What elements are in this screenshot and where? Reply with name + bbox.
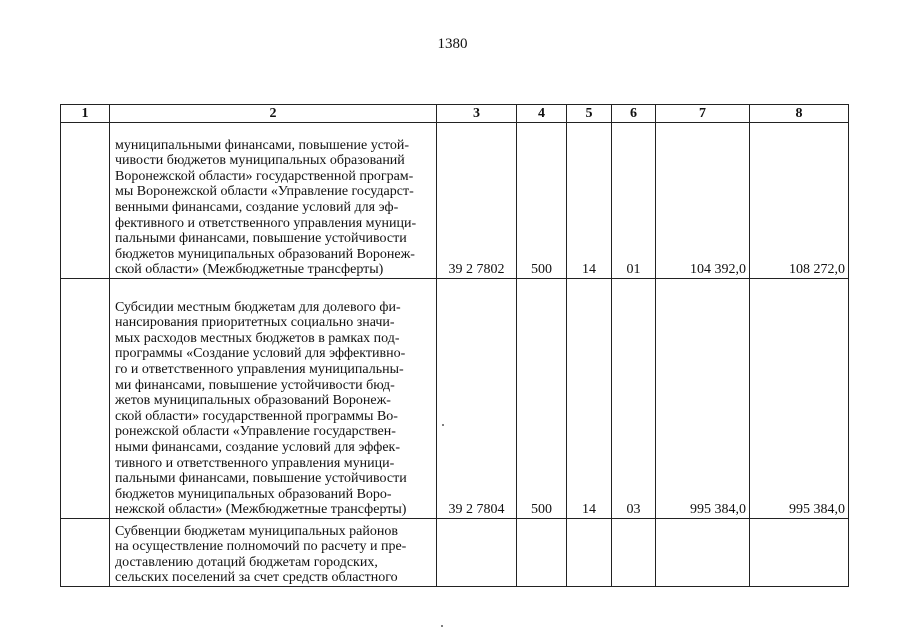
- description-line: венными финансами, создание условий для эф-: [115, 200, 399, 216]
- description-line: доставлению дотаций бюджетам городских,: [115, 554, 378, 570]
- header-cell: 5: [567, 105, 612, 123]
- col4-cell: 500: [517, 123, 567, 279]
- scan-speck: [442, 424, 444, 426]
- description-line: сельских поселений за счет средств областного: [115, 570, 398, 586]
- code-cell: [437, 519, 517, 587]
- table-row: [61, 519, 849, 587]
- description-line: пальными финансами, повышение устойчивости: [115, 471, 407, 487]
- amount-cell: 104 392,0: [656, 123, 750, 279]
- description-line: мы Воронежской области «Управление государст-: [115, 184, 414, 200]
- description-line: Субвенции бюджетам муниципальных районов: [115, 523, 398, 539]
- header-cell: 3: [437, 105, 517, 123]
- header-cell: 6: [612, 105, 656, 123]
- table-row: [61, 123, 849, 279]
- description-line: тивного и ответственного управления муници-: [115, 455, 395, 471]
- description-cell: [110, 123, 437, 279]
- header-cell: 2: [110, 105, 437, 123]
- description-cell: [110, 279, 437, 519]
- description-line: ми финансами, повышение устойчивости бюд-: [115, 377, 395, 393]
- amount-cell: [656, 519, 750, 587]
- col6-cell: 01: [612, 123, 656, 279]
- description-line: чивости бюджетов муниципальных образований: [115, 153, 405, 169]
- code-cell: 39 2 7802: [437, 123, 517, 279]
- description-line: ской области» государственной программы Во-: [115, 408, 398, 424]
- description-line: ронежской области «Управление государствен-: [115, 424, 396, 440]
- description-line: го и ответственного управления муниципальны-: [115, 362, 404, 378]
- description-line: бюджетов муниципальных образований Воро-: [115, 486, 392, 502]
- budget-table: [60, 104, 849, 587]
- col5-cell: 14: [567, 279, 612, 519]
- description-line: фективного и ответственного управления муници-: [115, 215, 417, 231]
- description-line: нежской области» (Межбюджетные трансферты): [115, 502, 407, 518]
- description-line: ской области» (Межбюджетные трансферты): [115, 262, 384, 278]
- header-cell: 8: [750, 105, 849, 123]
- description-line: Субсидии местным бюджетам для долевого фи-: [115, 299, 401, 315]
- header-cell: 1: [61, 105, 110, 123]
- header-cell: 7: [656, 105, 750, 123]
- description-line: бюджетов муниципальных образований Воронеж-: [115, 246, 415, 262]
- description-line: пальными финансами, повышение устойчивости: [115, 231, 407, 247]
- table-row: [61, 279, 849, 519]
- description-line: нансирования приоритетных социально значи-: [115, 315, 395, 331]
- code-cell: 39 2 7804: [437, 279, 517, 519]
- description-line: Воронежской области» государственной програм-: [115, 168, 414, 184]
- amount-cell: 108 272,0: [750, 123, 849, 279]
- description-line: на осуществление полномочий по расчету и пре-: [115, 539, 407, 555]
- col5-cell: [567, 519, 612, 587]
- col6-cell: 03: [612, 279, 656, 519]
- amount-cell: 995 384,0: [750, 279, 849, 519]
- row-number-cell: [61, 519, 110, 587]
- description-cell: [110, 519, 437, 587]
- col6-cell: [612, 519, 656, 587]
- description-line: жетов муниципальных образований Воронеж-: [115, 393, 391, 409]
- col5-cell: 14: [567, 123, 612, 279]
- amount-cell: [750, 519, 849, 587]
- scan-speck: [441, 625, 443, 627]
- row-number-cell: [61, 279, 110, 519]
- description-line: программы «Создание условий для эффективно-: [115, 346, 406, 362]
- description-line: мых расходов местных бюджетов в рамках под-: [115, 330, 400, 346]
- table-header-row: [61, 105, 849, 123]
- col4-cell: 500: [517, 279, 567, 519]
- description-line: ными финансами, создание условий для эффек-: [115, 440, 400, 456]
- row-number-cell: [61, 123, 110, 279]
- description-line: муниципальными финансами, повышение устой-: [115, 137, 409, 153]
- page-number: 1380: [437, 36, 468, 52]
- header-cell: 4: [517, 105, 567, 123]
- col4-cell: [517, 519, 567, 587]
- amount-cell: 995 384,0: [656, 279, 750, 519]
